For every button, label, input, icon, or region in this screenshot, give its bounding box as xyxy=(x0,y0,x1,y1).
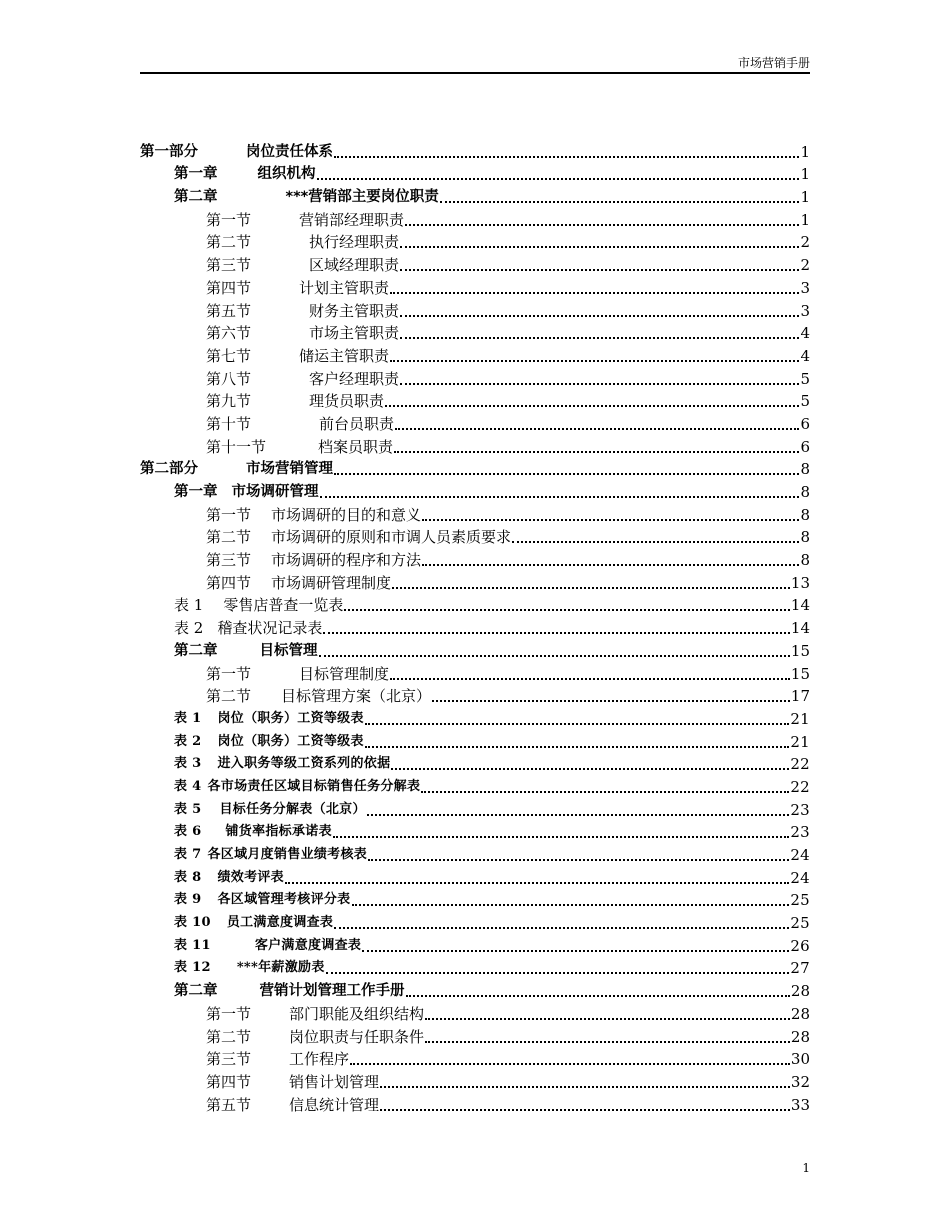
toc-entry-number: 表 12 xyxy=(174,960,211,976)
toc-entry[interactable] xyxy=(140,457,810,480)
toc-entry-number: 表 3 xyxy=(174,756,202,772)
toc-entry[interactable] xyxy=(140,1047,810,1070)
toc-entry-number: 第一章 xyxy=(174,484,218,500)
toc-entry-page: 30 xyxy=(790,1050,810,1069)
toc-dot-leader xyxy=(317,178,800,180)
toc-entry-title: 进入职务等级工资系列的依据 xyxy=(217,756,391,772)
toc-entry-page: 14 xyxy=(790,596,810,615)
toc-entry[interactable] xyxy=(140,615,810,638)
toc-entry-page: 8 xyxy=(800,551,810,570)
toc-entry-title: 财务主管职责 xyxy=(309,301,400,320)
toc-entry-title: 市场调研管理制度 xyxy=(271,573,392,592)
toc-entry-title: 销售计划管理 xyxy=(289,1072,380,1091)
toc-dot-leader xyxy=(362,950,789,952)
header-rule xyxy=(140,72,810,74)
toc-entry-page: 25 xyxy=(790,914,810,933)
toc-entry[interactable] xyxy=(140,502,810,525)
toc-dot-leader xyxy=(392,587,790,589)
toc-entry-title: 前台员职责 xyxy=(319,414,395,433)
toc-entry-number: 第一部分 xyxy=(140,143,198,160)
toc-entry-title: 组织机构 xyxy=(257,166,316,183)
toc-entry-page: 8 xyxy=(800,528,810,547)
toc-entry[interactable] xyxy=(140,842,810,865)
toc-entry[interactable] xyxy=(140,729,810,752)
toc-entry[interactable] xyxy=(140,706,810,729)
toc-entry-page: 4 xyxy=(800,346,810,365)
toc-dot-leader xyxy=(380,1086,790,1088)
toc-entry-page: 14 xyxy=(790,619,810,638)
toc-entry-page: 23 xyxy=(790,800,810,819)
toc-entry[interactable] xyxy=(140,684,810,707)
toc-entry[interactable] xyxy=(140,933,810,956)
toc-entry-page: 15 xyxy=(790,641,810,660)
toc-entry[interactable] xyxy=(140,184,810,207)
toc-entry-number: 第十节 xyxy=(206,414,252,433)
toc-entry-title: 目标任务分解表（北京） xyxy=(219,801,366,817)
toc-entry-number: 第一节 xyxy=(206,210,252,229)
toc-entry[interactable] xyxy=(140,366,810,389)
toc-entry-number: 第三节 xyxy=(206,551,252,570)
toc-dot-leader xyxy=(320,496,800,498)
toc-entry-title: 市场营销管理 xyxy=(246,461,333,478)
toc-dot-leader xyxy=(405,224,799,226)
toc-dot-leader xyxy=(365,746,790,748)
toc-dot-leader xyxy=(395,428,799,430)
toc-entry-title: 绩效考评表 xyxy=(217,869,284,885)
toc-entry-page: 25 xyxy=(790,891,810,910)
toc-dot-leader xyxy=(394,451,799,453)
toc-entry-number: 第二节 xyxy=(206,528,252,547)
toc-entry-title: 理货员职责 xyxy=(309,392,385,411)
toc-entry-page: 4 xyxy=(800,324,810,343)
toc-dot-leader xyxy=(365,723,790,725)
toc-entry-number: 第一节 xyxy=(206,664,252,683)
toc-dot-leader xyxy=(352,904,790,906)
toc-dot-leader xyxy=(425,1018,790,1020)
toc-entry-title: 各区域月度销售业绩考核表 xyxy=(207,847,368,862)
toc-entry-number: 表 1 xyxy=(174,596,204,615)
toc-entry[interactable] xyxy=(140,252,810,275)
toc-entry-number: 第七节 xyxy=(206,346,252,365)
toc-entry-title: 工作程序 xyxy=(289,1050,350,1069)
toc-entry[interactable] xyxy=(140,865,810,888)
page-number: 1 xyxy=(802,1161,810,1175)
toc-entry-number: 第九节 xyxy=(206,392,252,411)
toc-entry-title: 区域经理职责 xyxy=(309,256,400,275)
toc-entry-page: 28 xyxy=(790,1027,810,1046)
toc-dot-leader xyxy=(333,836,789,838)
toc-dot-leader xyxy=(367,814,790,816)
toc-entry-title: 目标管理制度 xyxy=(299,664,390,683)
toc-entry-number: 表 11 xyxy=(174,937,211,953)
toc-dot-leader xyxy=(390,360,799,362)
toc-entry[interactable] xyxy=(140,910,810,933)
toc-entry-number: 第三节 xyxy=(206,1050,252,1069)
toc-entry-page: 32 xyxy=(790,1072,810,1091)
toc-entry[interactable] xyxy=(140,593,810,616)
toc-entry-number: 第二部分 xyxy=(140,461,198,478)
toc-entry[interactable] xyxy=(140,1092,810,1115)
toc-dot-leader xyxy=(285,882,789,884)
toc-dot-leader xyxy=(385,405,799,407)
toc-entry-number: 第四节 xyxy=(206,1072,252,1091)
toc-entry-title: 目标管理方案（北京） xyxy=(281,687,432,706)
toc-entry-page: 28 xyxy=(790,982,810,1001)
toc-entry-page: 22 xyxy=(790,755,810,774)
toc-entry[interactable] xyxy=(140,321,810,344)
toc-entry-number: 第二章 xyxy=(174,189,218,206)
toc-entry[interactable] xyxy=(140,479,810,502)
toc-entry-title: 岗位（职务）工资等级表 xyxy=(217,733,364,749)
toc-entry-page: 5 xyxy=(800,369,810,388)
toc-entry-title: 客户经理职责 xyxy=(309,369,400,388)
toc-entry-title: 员工满意度调查表 xyxy=(226,915,334,931)
toc-entry[interactable] xyxy=(140,162,810,185)
toc-entry[interactable] xyxy=(140,547,810,570)
toc-dot-leader xyxy=(391,768,789,770)
toc-entry-page: 22 xyxy=(790,777,810,796)
toc-entry-number: 表 2 xyxy=(174,733,202,749)
toc-entry[interactable] xyxy=(140,752,810,775)
toc-entry-number: 表 1 xyxy=(174,710,202,726)
toc-entry-page: 8 xyxy=(800,483,810,501)
toc-dot-leader xyxy=(390,678,790,680)
toc-entry-number: 表 6 xyxy=(174,824,202,840)
toc-entry-title: ***营销部主要岗位职责 xyxy=(285,189,439,206)
toc-dot-leader xyxy=(425,1041,790,1043)
toc-entry-page: 21 xyxy=(790,732,810,751)
toc-entry-title: 零售店普查一览表 xyxy=(223,596,344,615)
toc-dot-leader xyxy=(400,269,799,271)
toc-dot-leader xyxy=(432,700,790,702)
toc-entry-title: ***年薪激励表 xyxy=(236,960,325,976)
toc-entry-page: 6 xyxy=(800,437,810,456)
toc-dot-leader xyxy=(400,383,799,385)
toc-entry-number: 第八节 xyxy=(206,369,252,388)
toc-entry-page: 21 xyxy=(790,709,810,728)
toc-entry-page: 1 xyxy=(800,165,810,184)
toc-entry-page: 15 xyxy=(790,664,810,683)
toc-entry-title: 岗位职责与任职条件 xyxy=(289,1027,425,1046)
toc-dot-leader xyxy=(323,632,790,634)
toc-entry-page: 26 xyxy=(790,936,810,955)
toc-entry-title: 营销部经理职责 xyxy=(299,210,405,229)
toc-entry-number: 第一节 xyxy=(206,1004,252,1023)
toc-dot-leader xyxy=(319,655,790,657)
toc-entry[interactable] xyxy=(140,525,810,548)
toc-entry-title: 目标管理 xyxy=(259,642,318,659)
toc-entry-page: 6 xyxy=(800,414,810,433)
toc-entry-title: 各市场责任区域目标销售任务分解表 xyxy=(207,778,421,794)
toc-entry-title: 市场调研管理 xyxy=(231,484,319,500)
toc-entry-page: 24 xyxy=(790,846,810,864)
toc-entry[interactable] xyxy=(140,1024,810,1047)
toc-entry-number: 第二章 xyxy=(174,983,218,1000)
toc-entry-page: 27 xyxy=(790,959,810,978)
toc-dot-leader xyxy=(422,564,799,566)
toc-entry-page: 1 xyxy=(800,210,810,229)
toc-entry-page: 24 xyxy=(790,868,810,887)
toc-entry-number: 表 2 xyxy=(174,619,204,638)
toc-entry-title: 铺货率指标承诺表 xyxy=(225,824,332,840)
toc-entry-number: 第一章 xyxy=(174,166,218,183)
toc-entry-number: 表 10 xyxy=(174,915,211,931)
toc-entry-page: 2 xyxy=(800,233,810,252)
toc-dot-leader xyxy=(368,859,789,861)
toc-entry-number: 表 9 xyxy=(174,892,202,908)
toc-entry-number: 表 4 xyxy=(174,778,202,794)
toc-dot-leader xyxy=(400,246,799,248)
toc-dot-leader xyxy=(380,1109,790,1111)
toc-entry-title: 市场调研的目的和意义 xyxy=(271,505,422,524)
toc-entry-page: 8 xyxy=(800,460,810,479)
toc-entry[interactable] xyxy=(140,797,810,820)
toc-entry-title: 执行经理职责 xyxy=(309,233,400,252)
toc-entry-number: 表 7 xyxy=(174,847,202,862)
toc-dot-leader xyxy=(326,972,790,974)
toc-dot-leader xyxy=(406,995,790,997)
toc-entry[interactable] xyxy=(140,1001,810,1024)
toc-entry[interactable] xyxy=(140,389,810,412)
toc-entry-page: 1 xyxy=(800,188,810,207)
toc-entry-number: 表 5 xyxy=(174,801,202,817)
toc-entry-page: 13 xyxy=(790,573,810,592)
toc-entry-page: 1 xyxy=(800,142,810,161)
toc-entry-number: 第四节 xyxy=(206,573,252,592)
toc-entry-page: 3 xyxy=(800,301,810,320)
toc-entry[interactable] xyxy=(140,207,810,230)
toc-entry[interactable] xyxy=(140,230,810,253)
toc-entry-number: 表 8 xyxy=(174,869,202,885)
toc-entry-title: 营销计划管理工作手册 xyxy=(259,983,405,1000)
toc-entry[interactable] xyxy=(140,275,810,298)
toc-entry-page: 3 xyxy=(800,278,810,297)
toc-entry-title: 档案员职责 xyxy=(318,437,394,456)
toc-entry-title: 客户满意度调查表 xyxy=(254,937,362,953)
toc-entry[interactable] xyxy=(140,820,810,843)
toc-dot-leader xyxy=(400,337,799,339)
toc-entry-title: 岗位（职务）工资等级表 xyxy=(217,710,364,726)
toc-entry-title: 市场主管职责 xyxy=(309,324,400,343)
toc-entry-number: 第二节 xyxy=(206,233,252,252)
toc-entry[interactable] xyxy=(140,888,810,911)
toc-dot-leader xyxy=(390,292,799,294)
toc-entry-title: 信息统计管理 xyxy=(289,1095,380,1114)
toc-entry[interactable] xyxy=(140,570,810,593)
toc-entry-title: 计划主管职责 xyxy=(299,278,390,297)
toc-entry-number: 第四节 xyxy=(206,278,252,297)
toc-entry-page: 33 xyxy=(790,1095,810,1114)
toc-entry[interactable] xyxy=(140,139,810,162)
toc-entry[interactable] xyxy=(140,638,810,661)
toc-entry-title: 储运主管职责 xyxy=(299,346,390,365)
toc-entry[interactable] xyxy=(140,774,810,797)
toc-entry-number: 第一节 xyxy=(206,505,252,524)
toc-entry[interactable] xyxy=(140,661,810,684)
toc-entry-page: 17 xyxy=(790,687,810,706)
toc-dot-leader xyxy=(422,519,799,521)
toc-entry-number: 第五节 xyxy=(206,1095,252,1114)
toc-entry-number: 第二节 xyxy=(206,687,252,706)
toc-dot-leader xyxy=(400,315,799,317)
toc-entry[interactable] xyxy=(140,1069,810,1092)
toc-dot-leader xyxy=(350,1063,790,1065)
toc-entry-title: 部门职能及组织结构 xyxy=(289,1004,425,1023)
toc-entry[interactable] xyxy=(140,411,810,434)
toc-dot-leader xyxy=(334,927,789,929)
toc-dot-leader xyxy=(344,609,790,611)
toc-entry-number: 第十一节 xyxy=(206,437,267,456)
toc-entry-number: 第五节 xyxy=(206,301,252,320)
toc-entry-title: 稽查状况记录表 xyxy=(217,619,323,638)
toc-entry-number: 第二章 xyxy=(174,642,218,659)
toc-entry[interactable] xyxy=(140,956,810,979)
toc-entry-page: 5 xyxy=(800,392,810,411)
table-of-contents xyxy=(140,139,810,1115)
toc-entry-page: 8 xyxy=(800,505,810,524)
running-header-title: 市场营销手册 xyxy=(737,56,810,70)
toc-dot-leader xyxy=(440,201,800,203)
toc-entry-page: 23 xyxy=(790,823,810,842)
toc-dot-leader xyxy=(334,473,799,475)
toc-dot-leader xyxy=(334,156,799,158)
toc-entry-number: 第三节 xyxy=(206,256,252,275)
toc-entry[interactable] xyxy=(140,434,810,457)
toc-entry-title: 市场调研的原则和市调人员素质要求 xyxy=(271,528,512,547)
toc-entry-page: 2 xyxy=(800,256,810,275)
toc-entry-page: 28 xyxy=(790,1004,810,1023)
toc-entry[interactable] xyxy=(140,298,810,321)
toc-dot-leader xyxy=(512,541,799,543)
toc-entry-title: 岗位责任体系 xyxy=(246,143,333,160)
toc-entry-number: 第六节 xyxy=(206,324,252,343)
toc-entry[interactable] xyxy=(140,978,810,1001)
toc-entry-title: 各区域管理考核评分表 xyxy=(217,892,351,908)
toc-entry-title: 市场调研的程序和方法 xyxy=(271,551,422,570)
toc-entry[interactable] xyxy=(140,343,810,366)
toc-dot-leader xyxy=(421,791,789,793)
toc-entry-number: 第二节 xyxy=(206,1027,252,1046)
